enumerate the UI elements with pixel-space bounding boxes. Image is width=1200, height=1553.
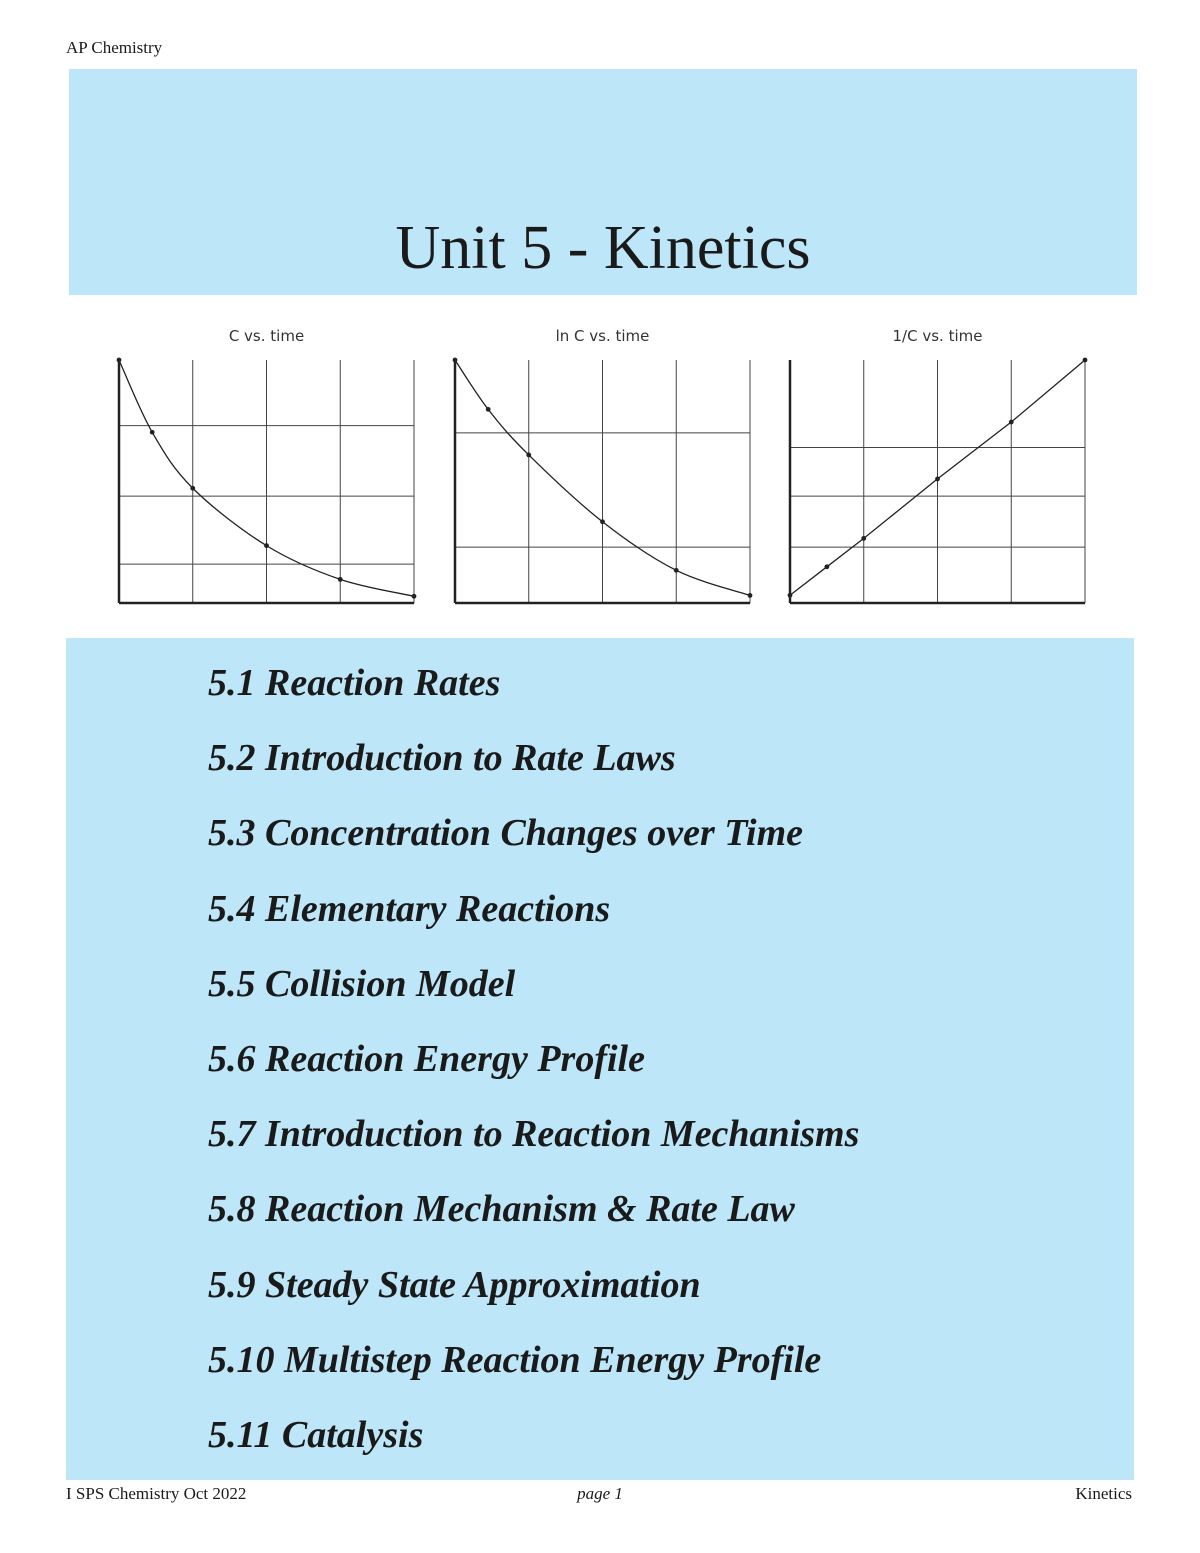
chart-title: ln C vs. time — [555, 327, 650, 345]
data-point — [117, 358, 122, 363]
chart-svg-invc — [787, 320, 1089, 610]
toc-list — [208, 646, 859, 1473]
data-point — [674, 568, 679, 573]
footer-page-number: page 1 — [577, 1484, 623, 1503]
data-point — [264, 543, 269, 548]
toc-item-5-5: 5.5 Collision Model — [208, 962, 516, 1005]
data-point — [788, 593, 793, 598]
header-label: AP Chemistry — [66, 38, 163, 57]
data-point — [1009, 420, 1014, 425]
toc-item-5-10: 5.10 Multistep Reaction Energy Profile — [208, 1338, 822, 1381]
data-point — [486, 407, 491, 412]
toc-band — [66, 638, 1134, 1480]
chart-svg-c — [116, 320, 418, 610]
data-point — [1083, 358, 1088, 363]
data-point — [338, 577, 343, 582]
toc-item-5-11: 5.11 Catalysis — [208, 1413, 424, 1456]
toc-item-5-8: 5.8 Reaction Mechanism & Rate Law — [208, 1188, 795, 1231]
toc-item-5-4: 5.4 Elementary Reactions — [208, 887, 611, 930]
data-point — [412, 594, 417, 599]
chart-title: C vs. time — [228, 327, 305, 345]
toc-item-5-3: 5.3 Concentration Changes over Time — [208, 812, 804, 855]
data-point — [600, 519, 605, 524]
chart-svg-lnc — [452, 320, 754, 610]
toc-item-5-2: 5.2 Introduction to Rate Laws — [208, 737, 676, 780]
chart-invc-vs-time — [787, 320, 1089, 610]
toc-item-5-6: 5.6 Reaction Energy Profile — [208, 1037, 645, 1080]
data-point — [935, 477, 940, 482]
chart-lnc-vs-time — [452, 320, 754, 610]
chart-title: 1/C vs. time — [892, 327, 983, 345]
title-band — [69, 69, 1137, 295]
toc-item-5-1: 5.1 Reaction Rates — [208, 662, 501, 704]
data-point — [861, 536, 866, 541]
data-point — [526, 453, 531, 458]
chart-c-vs-time — [116, 320, 418, 610]
data-point — [150, 430, 155, 435]
data-point — [748, 593, 753, 598]
data-point — [453, 358, 458, 363]
page-title: Unit 5 - Kinetics — [395, 214, 811, 282]
data-point — [190, 486, 195, 491]
toc-item-5-7: 5.7 Introduction to Reaction Mechanisms — [208, 1113, 860, 1156]
toc-item-5-9: 5.9 Steady State Approximation — [208, 1263, 701, 1306]
footer-left: I SPS Chemistry Oct 2022 — [66, 1484, 247, 1503]
footer-right: Kinetics — [1075, 1484, 1132, 1503]
data-point — [824, 564, 829, 569]
